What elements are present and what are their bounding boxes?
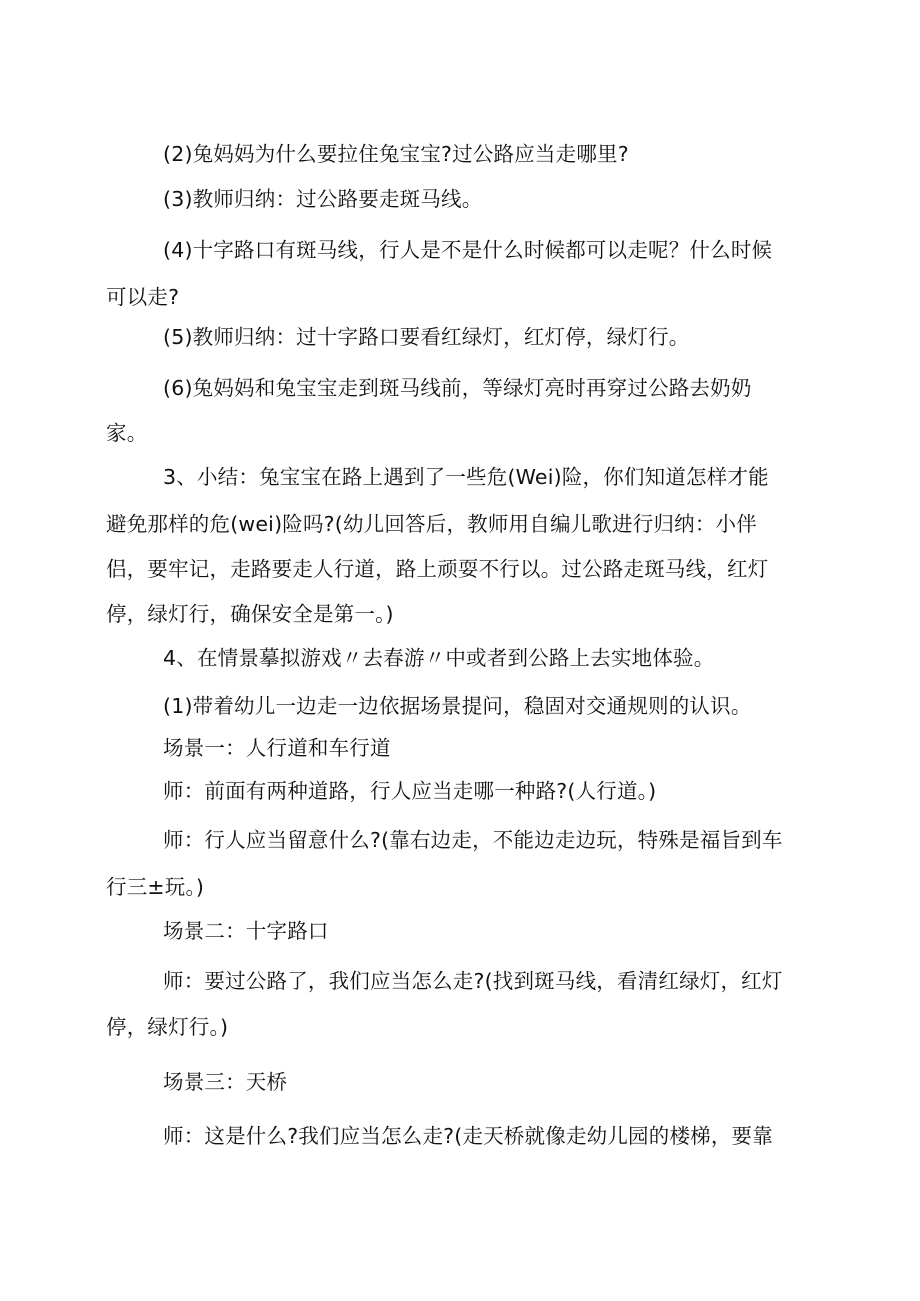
text-line-12: 4、在情景摹拟游戏〃去春游〃中或者到公路上去实地体验。 [163,646,715,670]
text-line-6: (6)兔妈妈和兔宝宝走到斑马线前，等绿灯亮时再穿过公路去奶奶 [163,376,752,400]
text-line-16: 师：行人应当留意什么?(靠右边走，不能边走边玩，特殊是福旨到车 [163,828,783,852]
text-line-1: (2)兔妈妈为什么要拉住兔宝宝?过公路应当走哪里? [163,142,629,166]
text-line-18: 场景二：十字路口 [163,919,329,943]
text-line-8: 3、小结：兔宝宝在路上遇到了一些危(Wei)险，你们知道怎样才能 [163,465,769,489]
text-line-11: 停，绿灯行，确保安全是第一。) [106,602,394,626]
text-line-2: (3)教师归纳：过公路要走斑马线。 [163,187,483,211]
text-line-14: 场景一：人行道和车行道 [163,736,391,760]
text-line-13: (1)带着幼儿一边走一边依据场景提问，稳固对交通规则的认识。 [163,694,752,718]
text-line-19: 师：要过公路了，我们应当怎么走?(找到斑马线，看清红绿灯，红灯 [163,969,783,993]
text-line-20: 停，绿灯行。) [106,1015,229,1039]
text-line-5: (5)教师归纳：过十字路口要看红绿灯，红灯停，绿灯行。 [163,325,690,349]
text-line-21: 场景三：天桥 [163,1070,288,1094]
text-line-4: 可以走? [106,285,180,309]
text-line-7: 家。 [106,421,148,445]
text-line-17: 行三±玩。) [106,875,205,899]
text-line-10: 侣，要牢记，走路要走人行道，路上顽耍不行以。过公路走斑马线，红灯 [106,557,769,581]
text-line-9: 避免那样的危(wei)险吗?(幼儿回答后，教师用自编儿歌进行归纳：小伴 [106,512,757,536]
text-line-22: 师：这是什么?我们应当怎么走?(走天桥就像走幼儿园的楼梯，要靠 [163,1124,773,1148]
text-line-3: (4)十字路口有斑马线，行人是不是什么时候都可以走呢？什么时候 [163,238,773,262]
text-line-15: 师：前面有两种道路，行人应当走哪一种路?(人行道。) [163,779,657,803]
